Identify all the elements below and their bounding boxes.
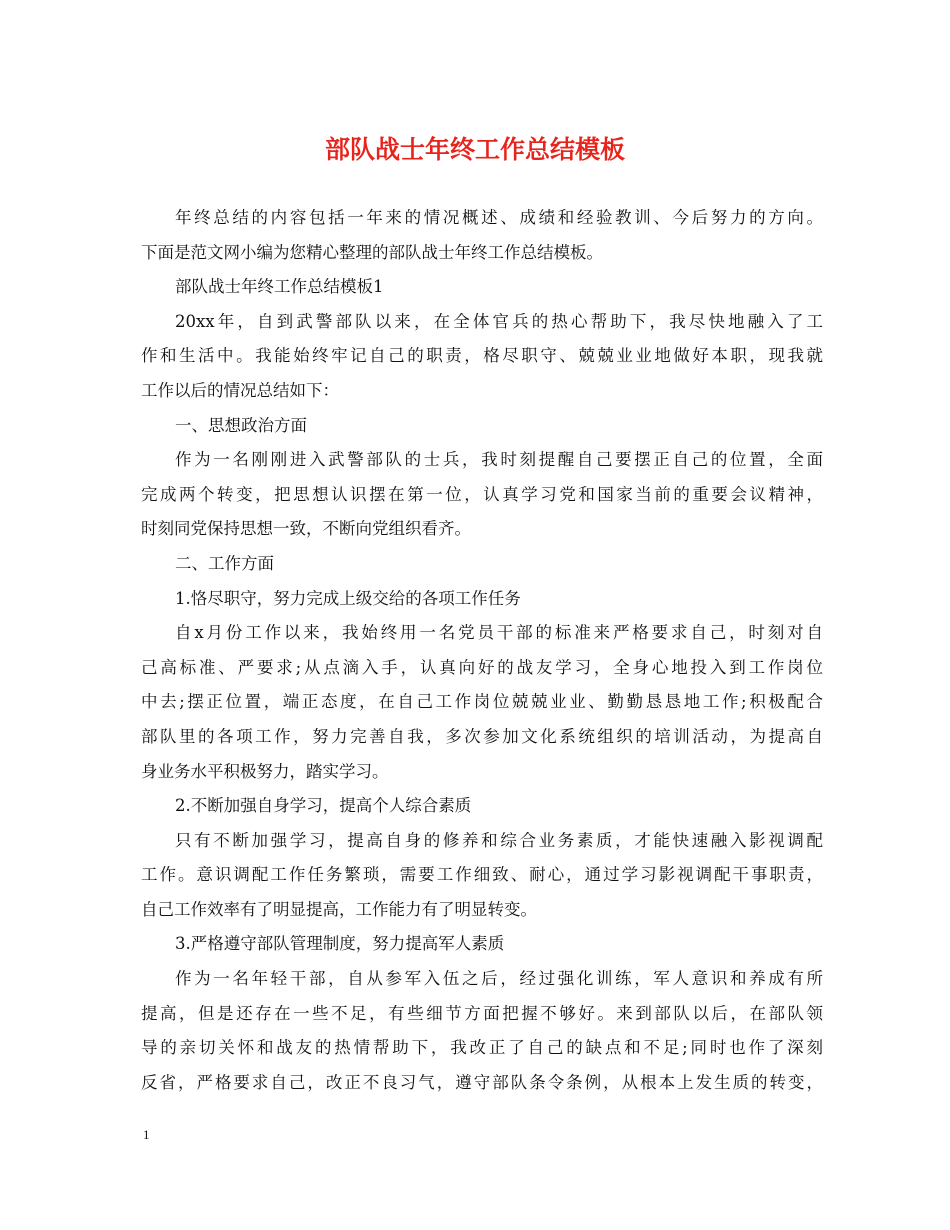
page-number: 1 (143, 1127, 150, 1142)
paragraph-line: 提高，但是还存在一些不足，有些细节方面把握不够好。来到部队以后，在部队领 (141, 1003, 823, 1023)
section-heading: 一、思想政治方面 (175, 415, 307, 435)
paragraph-line: 自己工作效率有了明显提高，工作能力有了明显转变。 (141, 899, 537, 919)
paragraph-line: 年终总结的内容包括一年来的情况概述、成绩和经验教训、今后努力的方向。 (175, 208, 823, 227)
document-title: 部队战士年终工作总结模板 (324, 135, 625, 164)
subsection-heading: 3.严格遵守部队管理制度，努力提高军人素质 (175, 934, 505, 954)
paragraph-line: 中去;摆正位置，端正态度，在自己工作岗位兢兢业业、勤勤恳恳地工作;积极配合 (141, 692, 823, 712)
paragraph-line: 作和生活中。我能始终牢记自己的职责，格尽职守、兢兢业业地做好本职，现我就 (141, 346, 823, 366)
paragraph-line: 反省，严格要求自己，改正不良习气，遵守部队条令条例，从根本上发生质的转变， (141, 1072, 823, 1092)
section-heading: 部队战士年终工作总结模板1 (175, 277, 384, 297)
paragraph-line: 作为一名刚刚进入武警部队的士兵，我时刻提醒自己要摆正自己的位置，全面 (175, 450, 823, 470)
paragraph-line: 只有不断加强学习，提高自身的修养和综合业务素质，才能快速融入影视调配 (175, 830, 823, 850)
paragraph-line: 工作以后的情况总结如下： (141, 380, 339, 400)
paragraph-line: 身业务水平积极努力，踏实学习。 (141, 761, 389, 781)
paragraph-line: 导的亲切关怀和战友的热情帮助下，我改正了自己的缺点和不足;同时也作了深刻 (141, 1038, 823, 1058)
paragraph-line: 作为一名年轻干部，自从参军入伍之后，经过强化训练，军人意识和养成有所 (175, 969, 823, 989)
paragraph-line: 工作。意识调配工作任务繁琐，需要工作细致、耐心，通过学习影视调配干事职责， (141, 865, 823, 885)
paragraph-line: 下面是范文网小编为您精心整理的部队战士年终工作总结模板。 (141, 242, 603, 262)
paragraph-line: 完成两个转变，把思想认识摆在第一位，认真学习党和国家当前的重要会议精神， (141, 484, 823, 504)
paragraph-line: 时刻同党保持思想一致，不断向党组织看齐。 (141, 519, 471, 539)
document-body (141, 201, 823, 1100)
subsection-heading: 2.不断加强自身学习，提高个人综合素质 (175, 796, 472, 816)
subsection-heading: 1.恪尽职守，努力完成上级交给的各项工作任务 (175, 588, 521, 608)
paragraph-line: 20xx年，自到武警部队以来，在全体官兵的热心帮助下，我尽快地融入了工 (175, 311, 823, 331)
section-heading: 二、工作方面 (175, 553, 274, 573)
paragraph-line: 自x月份工作以来，我始终用一名党员干部的标准来严格要求自己，时刻对自 (175, 623, 823, 643)
paragraph-line: 己高标准、严要求;从点滴入手，认真向好的战友学习，全身心地投入到工作岗位 (141, 657, 823, 677)
paragraph-line: 部队里的各项工作，努力完善自我，多次参加文化系统组织的培训活动，为提高自 (141, 726, 823, 746)
